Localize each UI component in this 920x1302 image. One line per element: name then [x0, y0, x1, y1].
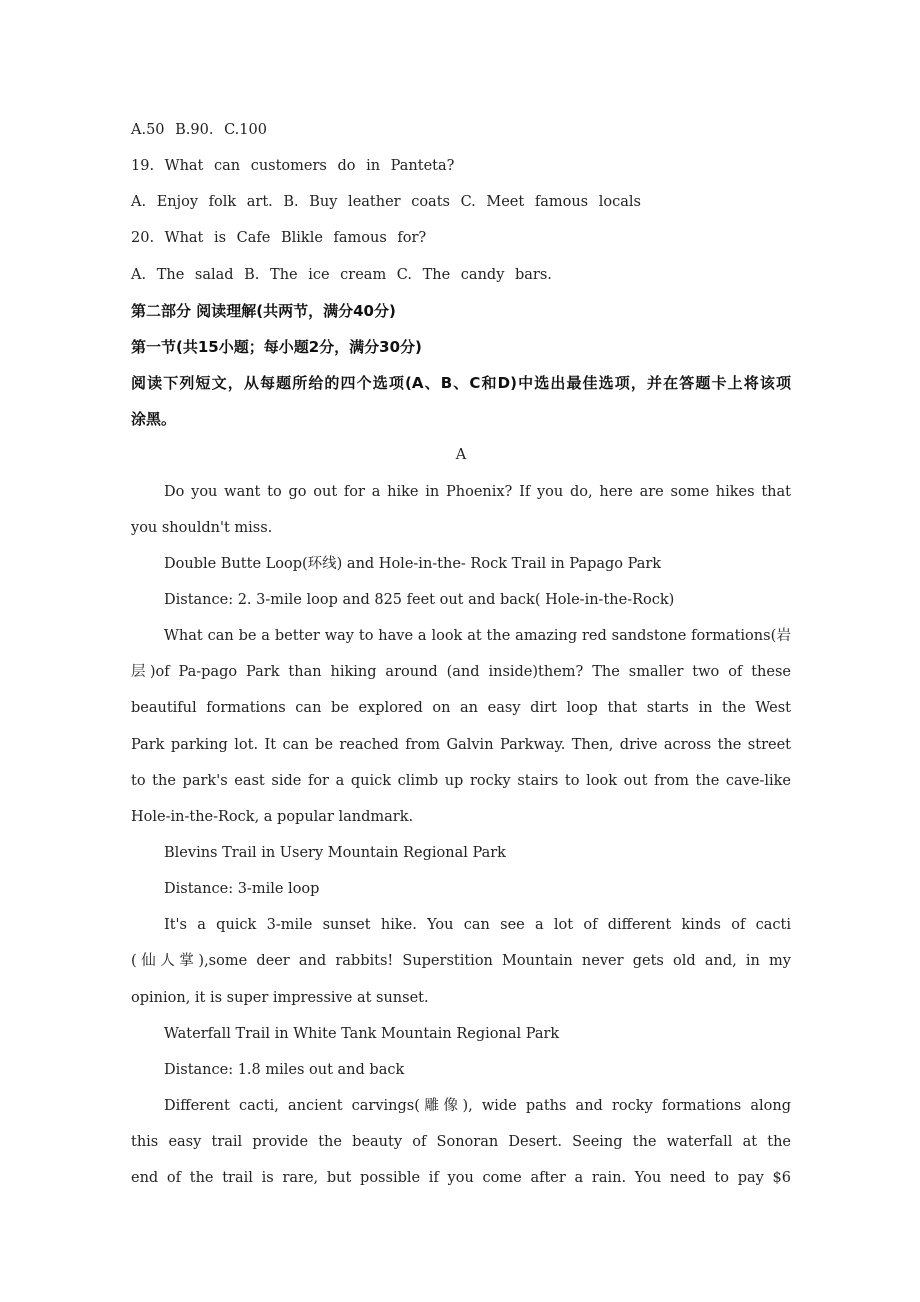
text-line: A.50 B.90. C.100 — [131, 122, 267, 138]
text-line: Hole-in-the-Rock, a popular landmark. — [131, 808, 414, 825]
text-line: opinion, it is super impressive at sunset. — [131, 989, 429, 1006]
text-line: A. The salad B. The ice cream C. The candy bars. — [131, 266, 552, 283]
text-line: Different cacti, ancient carvings(雕像), wide paths and rocky formations along — [164, 1098, 791, 1115]
text-line: Blevins Trail in Usery Mountain Regional Park — [164, 845, 506, 861]
section-heading-line: 涂黑。 — [131, 410, 177, 429]
text-line: 19. What can customers do in Panteta? — [131, 158, 455, 175]
passage-title: A — [455, 447, 467, 464]
text-line: 层)of Pa-pago Park than hiking around (and inside)them? The smaller two of these — [131, 664, 791, 681]
text-line: this easy trail provide the beauty of Sonoran Desert. Seeing the waterfall at the — [131, 1134, 791, 1151]
text-line: Distance: 3-mile loop — [164, 881, 320, 898]
text-line: What can be a better way to have a look at the amazing red sandstone formations(岩 — [164, 628, 791, 645]
text-line: beautiful formations can be explored on an easy dirt loop that starts in the West — [131, 700, 791, 717]
section-heading-line: 阅读下列短文，从每题所给的四个选项(A、B、C和D)中选出最佳选项，并在答题卡上将该项 — [131, 374, 791, 393]
text-line: A. Enjoy folk art. B. Buy leather coats C. Meet famous locals — [131, 194, 641, 211]
text-line: Double Butte Loop(环线) and Hole-in-the- Rock Trail in Papago Park — [164, 555, 662, 572]
text-line: to the park's east side for a quick climb up rocky stairs to look out from the cave-like — [131, 772, 791, 789]
section-heading-line: 第二部分 阅读理解(共两节，满分40分) — [131, 301, 396, 320]
text-line: Do you want to go out for a hike in Phoenix? If you do, here are some hikes that — [164, 483, 791, 500]
text-line: end of the trail is rare, but possible if you come after a rain. You need to pay $6 — [131, 1170, 791, 1187]
text-line: Distance: 1.8 miles out and back — [164, 1061, 405, 1078]
text-line: It's a quick 3-mile sunset hike. You can see a lot of different kinds of cacti — [164, 917, 791, 934]
text-line: you shouldn't miss. — [131, 519, 273, 536]
text-line: Distance: 2. 3-mile loop and 825 feet out and back( Hole-in-the-Rock) — [164, 591, 675, 608]
section-heading-line: 第一节(共15小题；每小题2分，满分30分) — [131, 337, 422, 356]
text-line: (仙人掌),some deer and rabbits! Superstition Mountain never gets old and, in my — [131, 953, 791, 970]
text-line: Waterfall Trail in White Tank Mountain Regional Park — [164, 1025, 560, 1042]
text-line: 20. What is Cafe Blikle famous for? — [131, 230, 427, 247]
text-line: Park parking lot. It can be reached from Galvin Parkway. Then, drive across the street — [131, 736, 791, 753]
